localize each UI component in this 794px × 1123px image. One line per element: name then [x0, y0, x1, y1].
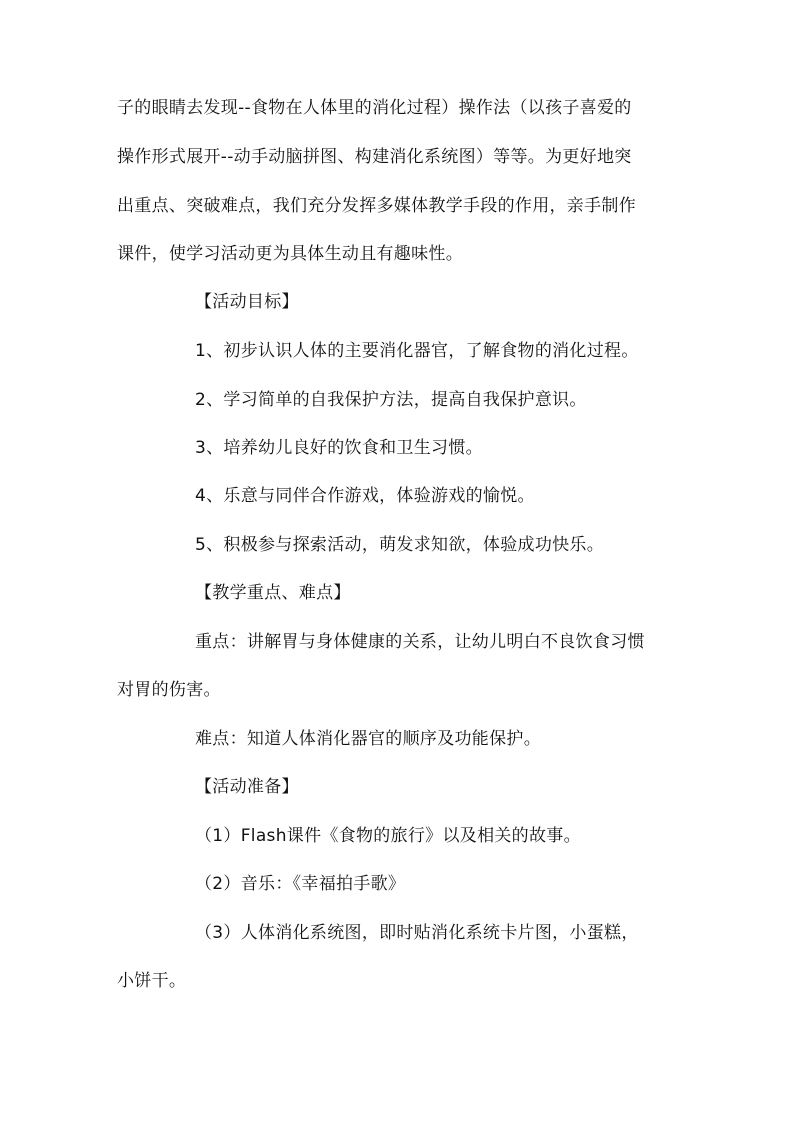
goal-item-4: 4、乐意与同伴合作游戏，体验游戏的愉悦。 — [195, 486, 535, 506]
prep-item-3-cont: 小饼干。 — [117, 971, 187, 991]
key-heading: 【教学重点、难点】 — [195, 583, 351, 603]
intro-line-3: 出重点、突破难点，我们充分发挥多媒体教学手段的作用，亲手制作 — [117, 196, 636, 216]
intro-line-1: 子的眼睛去发现--食物在人体里的消化过程）操作法（以孩子喜爱的 — [117, 98, 632, 118]
goal-item-2: 2、学习简单的自我保护方法，提高自我保护意识。 — [195, 390, 587, 410]
difficult-point: 难点：知道人体消化器官的顺序及功能保护。 — [195, 729, 541, 749]
goals-heading: 【活动目标】 — [195, 292, 299, 312]
goal-item-5: 5、积极参与探索活动，萌发求知欲，体验成功快乐。 — [195, 535, 605, 555]
key-point-line-2: 对胃的伤害。 — [117, 680, 221, 700]
goal-item-1: 1、初步认识人体的主要消化器官，了解食物的消化过程。 — [195, 341, 639, 361]
intro-line-4: 课件，使学习活动更为具体生动且有趣味性。 — [117, 244, 463, 264]
prep-heading: 【活动准备】 — [195, 777, 299, 797]
goal-item-3: 3、培养幼儿良好的饮食和卫生习惯。 — [195, 438, 483, 458]
prep-item-2: （2）音乐：《幸福拍手歌》 — [195, 874, 406, 894]
intro-line-2: 操作形式展开--动手动脑拼图、构建消化系统图）等等。为更好地突 — [117, 147, 632, 167]
prep-item-1: （1）Flash课件《食物的旅行》以及相关的故事。 — [195, 826, 581, 846]
key-point-line-1: 重点：讲解胃与身体健康的关系，让幼儿明白不良饮食习惯 — [195, 632, 645, 652]
prep-item-3: （3）人体消化系统图，即时贴消化系统卡片图，小蛋糕， — [195, 923, 639, 943]
